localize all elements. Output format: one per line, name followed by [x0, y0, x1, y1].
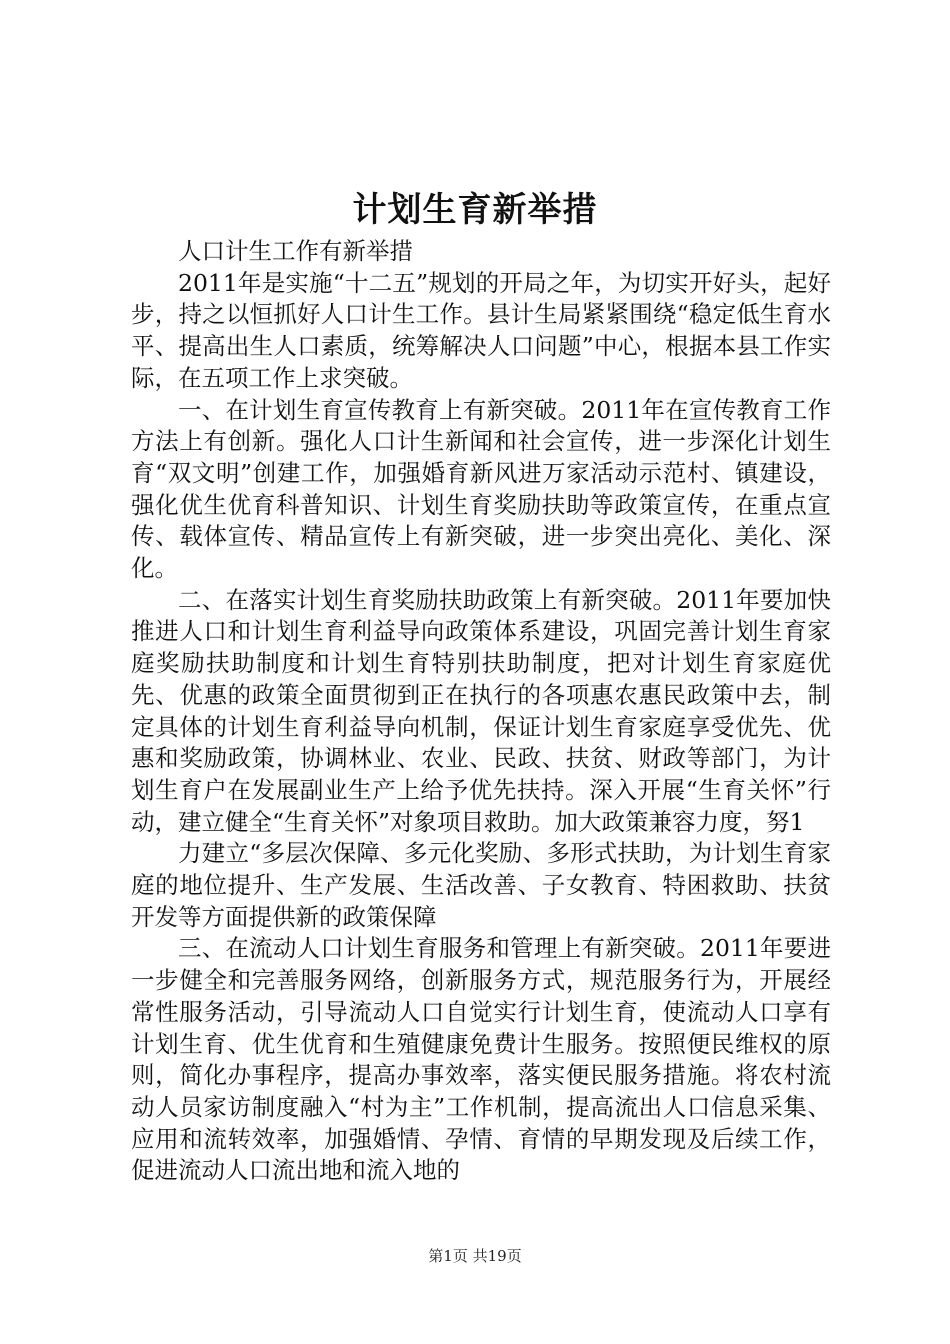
paragraph-section-2: 二、在落实计划生育奖励扶助政策上有新突破。2011年要加快推进人口和计划生育利益导向政策体系建设，巩固完善计划生育家庭奖励扶助制度和计划生育特别扶助制度，把对计划生育家庭优先、优惠的政策全面贯彻到正在执行的各项惠农惠民政策中去，制定具体的计划生育利益导向机制，保证计划生育家庭享受优先、优惠和奖励政策，协调林业、农业、民政、扶贫、财政等部门，为计划生育户在发展副业生产上给予优先扶持。深入开展“生育关怀”行动，建立健全“生育关怀”对象项目救助。加大政策兼容力度，努1 [131, 585, 831, 836]
document-body [131, 236, 831, 1187]
paragraph-subtitle: 人口计生工作有新举措 [178, 237, 413, 265]
paragraph-section-2-continued: 力建立“多层次保障、多元化奖励、多形式扶助，为计划生育家庭的地位提升、生产发展、生活改善、子女教育、特困救助、扶贫开发等方面提供新的政策保障 [131, 839, 831, 931]
paragraph-section-1: 一、在计划生育宣传教育上有新突破。2011年在宣传教育工作方法上有创新。强化人口计生新闻和社会宣传，进一步深化计划生育“双文明”创建工作，加强婚育新风进万家活动示范村、镇建设，强化优生优育科普知识、计划生育奖励扶助等政策宣传，在重点宣传、载体宣传、精品宣传上有新突破，进一步突出亮化、美化、深化。 [131, 395, 831, 583]
page-number-footer: 第1页 共19页 [428, 1247, 522, 1265]
paragraph-intro: 2011年是实施“十二五”规划的开局之年，为切实开好头，起好步，持之以恒抓好人口计生工作。县计生局紧紧围绕“稳定低生育水平、提高出生人口素质，统筹解决人口问题”中心，根据本县工作实际，在五项工作上求突破。 [131, 268, 831, 392]
document-title: 计划生育新举措 [352, 190, 598, 230]
paragraph-section-3: 三、在流动人口计划生育服务和管理上有新突破。2011年要进一步健全和完善服务网络，创新服务方式，规范服务行为，开展经常性服务活动，引导流动人口自觉实行计划生育，使流动人口享有计划生育、优生优育和生殖健康免费计生服务。按照便民维权的原则，简化办事程序，提高办事效率，落实便民服务措施。将农村流动人员家访制度融入“村为主”工作机制，提高流出人口信息采集、应用和流转效率，加强婚情、孕情、育情的早期发现及后续工作，促进流动人口流出地和流入地的 [131, 934, 831, 1185]
